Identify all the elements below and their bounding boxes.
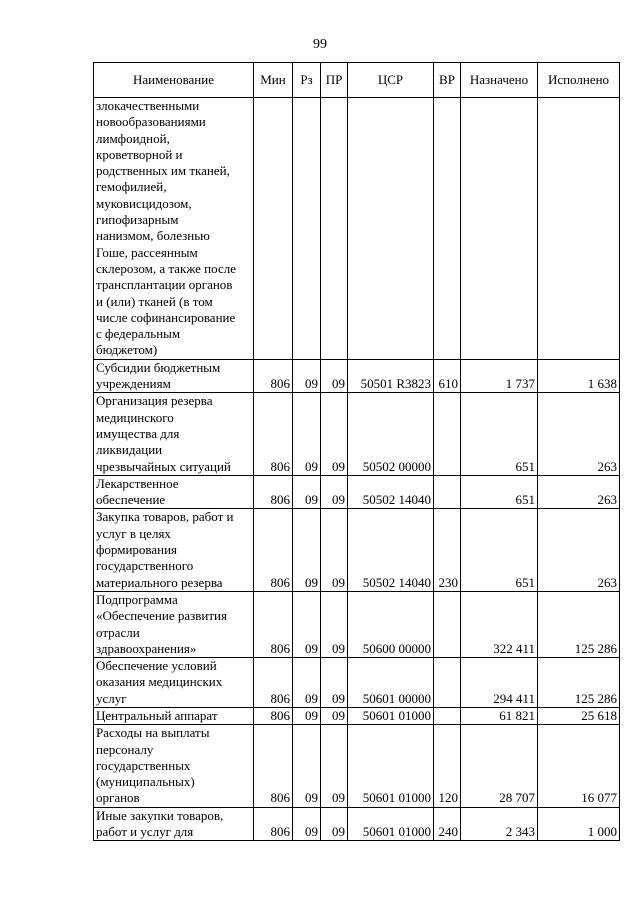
row-min: 806 bbox=[254, 591, 293, 657]
row-assigned: 651 bbox=[461, 509, 538, 591]
table-header-row bbox=[94, 63, 620, 98]
row-min: 806 bbox=[254, 658, 293, 708]
row-rz: 09 bbox=[293, 658, 321, 708]
col-header-name: Наименование bbox=[94, 63, 254, 98]
row-csr: 50601 01000 bbox=[348, 807, 434, 841]
row-assigned: 651 bbox=[461, 475, 538, 509]
row-vr bbox=[434, 393, 461, 475]
row-rz: 09 bbox=[293, 393, 321, 475]
row-pr: 09 bbox=[321, 475, 348, 509]
row-vr: 610 bbox=[434, 359, 461, 393]
row-name: Обеспечение условий оказания медицинских услуг bbox=[94, 658, 254, 708]
row-rz: 09 bbox=[293, 725, 321, 807]
row-csr bbox=[348, 98, 434, 360]
col-header-pr: ПР bbox=[321, 63, 348, 98]
row-pr: 09 bbox=[321, 509, 348, 591]
row-pr: 09 bbox=[321, 658, 348, 708]
col-header-vr: ВР bbox=[434, 63, 461, 98]
row-executed: 1 000 bbox=[538, 807, 620, 841]
table-row bbox=[94, 591, 620, 657]
row-name: Субсидии бюджетным учреждениям bbox=[94, 359, 254, 393]
table-row bbox=[94, 725, 620, 807]
row-rz: 09 bbox=[293, 509, 321, 591]
row-name: Закупка товаров, работ и услуг в целях формирования государственного материального резерва bbox=[94, 509, 254, 591]
row-csr: 50501 R3823 bbox=[348, 359, 434, 393]
row-min: 806 bbox=[254, 393, 293, 475]
row-csr: 50601 00000 bbox=[348, 658, 434, 708]
col-header-executed: Исполнено bbox=[538, 63, 620, 98]
row-min: 806 bbox=[254, 509, 293, 591]
page-number: 99 bbox=[313, 37, 327, 52]
row-executed: 16 077 bbox=[538, 725, 620, 807]
table-row bbox=[94, 98, 620, 360]
row-rz: 09 bbox=[293, 475, 321, 509]
row-name: Подпрограмма «Обеспечение развития отрасли здравоохранения» bbox=[94, 591, 254, 657]
row-min: 806 bbox=[254, 475, 293, 509]
row-assigned: 1 737 bbox=[461, 359, 538, 393]
row-min: 806 bbox=[254, 807, 293, 841]
row-rz bbox=[293, 98, 321, 360]
col-header-min: Мин bbox=[254, 63, 293, 98]
row-name: Организация резерва медицинского имущества для ликвидации чрезвычайных ситуаций bbox=[94, 393, 254, 475]
row-name: Иные закупки товаров, работ и услуг для bbox=[94, 807, 254, 841]
row-pr: 09 bbox=[321, 725, 348, 807]
row-vr: 240 bbox=[434, 807, 461, 841]
row-pr: 09 bbox=[321, 707, 348, 724]
row-assigned: 294 411 bbox=[461, 658, 538, 708]
row-name: злокачественными новообразованиями лимфоидной, кроветворной и родственных им тканей, гемофилией, муковисцидозом, гипофизарным нанизмом, болезнью Гоше, рассеянным склерозом, а также после трансплантации органов и (или) тканей (в том числе софинансирование с федеральным бюджетом) bbox=[94, 98, 254, 360]
row-pr: 09 bbox=[321, 393, 348, 475]
row-rz: 09 bbox=[293, 807, 321, 841]
row-executed: 25 618 bbox=[538, 707, 620, 724]
col-header-csr: ЦСР bbox=[348, 63, 434, 98]
table-row bbox=[94, 658, 620, 708]
row-assigned: 2 343 bbox=[461, 807, 538, 841]
row-executed: 125 286 bbox=[538, 658, 620, 708]
row-assigned bbox=[461, 98, 538, 360]
col-header-rz: Рз bbox=[293, 63, 321, 98]
row-vr bbox=[434, 475, 461, 509]
row-assigned: 322 411 bbox=[461, 591, 538, 657]
row-min: 806 bbox=[254, 707, 293, 724]
row-name: Лекарственное обеспечение bbox=[94, 475, 254, 509]
row-pr: 09 bbox=[321, 591, 348, 657]
row-min: 806 bbox=[254, 725, 293, 807]
row-csr: 50502 14040 bbox=[348, 509, 434, 591]
row-executed: 263 bbox=[538, 393, 620, 475]
row-vr: 230 bbox=[434, 509, 461, 591]
row-pr bbox=[321, 98, 348, 360]
row-assigned: 28 707 bbox=[461, 725, 538, 807]
row-rz: 09 bbox=[293, 359, 321, 393]
row-vr bbox=[434, 707, 461, 724]
row-name: Расходы на выплаты персоналу государственных (муниципальных) органов bbox=[94, 725, 254, 807]
row-vr bbox=[434, 658, 461, 708]
row-min bbox=[254, 98, 293, 360]
row-executed: 263 bbox=[538, 475, 620, 509]
row-vr: 120 bbox=[434, 725, 461, 807]
row-csr: 50502 14040 bbox=[348, 475, 434, 509]
row-pr: 09 bbox=[321, 359, 348, 393]
row-executed: 263 bbox=[538, 509, 620, 591]
row-rz: 09 bbox=[293, 707, 321, 724]
row-executed: 125 286 bbox=[538, 591, 620, 657]
row-pr: 09 bbox=[321, 807, 348, 841]
row-csr: 50502 00000 bbox=[348, 393, 434, 475]
row-assigned: 61 821 bbox=[461, 707, 538, 724]
row-vr bbox=[434, 591, 461, 657]
col-header-assigned: Назначено bbox=[461, 63, 538, 98]
row-assigned: 651 bbox=[461, 393, 538, 475]
table-row bbox=[94, 707, 620, 724]
budget-table bbox=[93, 62, 620, 841]
row-rz: 09 bbox=[293, 591, 321, 657]
row-name: Центральный аппарат bbox=[94, 707, 254, 724]
table-row bbox=[94, 393, 620, 475]
row-vr bbox=[434, 98, 461, 360]
table-row bbox=[94, 807, 620, 841]
row-csr: 50600 00000 bbox=[348, 591, 434, 657]
row-csr: 50601 01000 bbox=[348, 707, 434, 724]
table-row bbox=[94, 359, 620, 393]
table-row bbox=[94, 509, 620, 591]
row-executed: 1 638 bbox=[538, 359, 620, 393]
row-min: 806 bbox=[254, 359, 293, 393]
row-executed bbox=[538, 98, 620, 360]
table-row bbox=[94, 475, 620, 509]
row-csr: 50601 01000 bbox=[348, 725, 434, 807]
